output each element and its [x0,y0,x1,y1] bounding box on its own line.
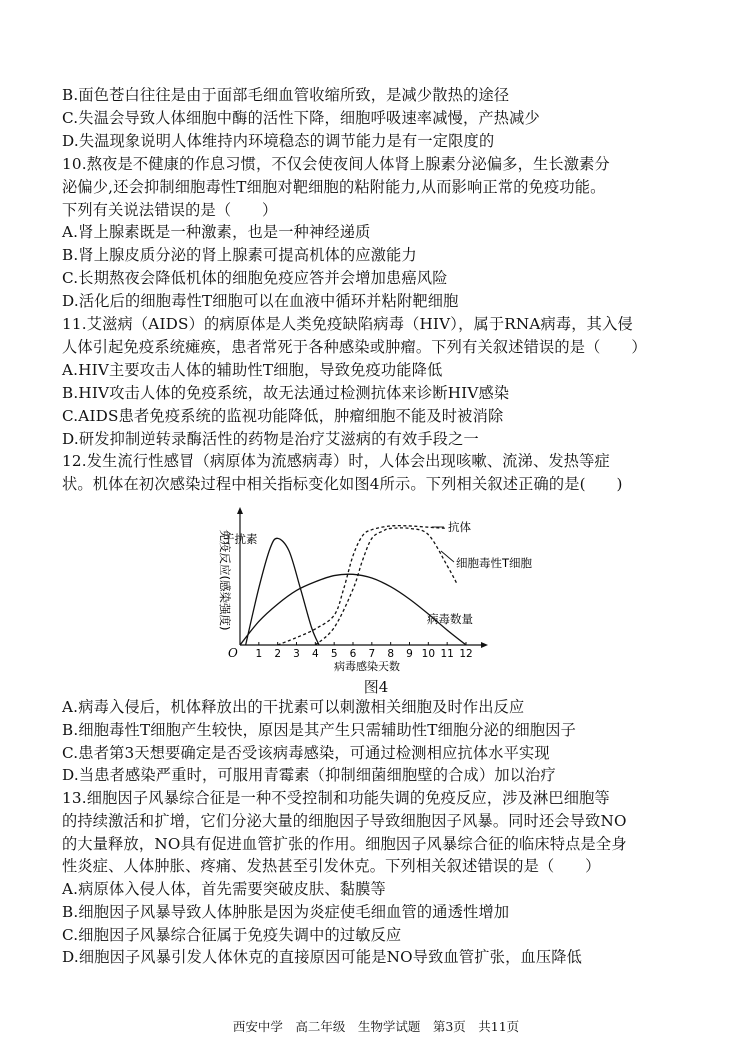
x-tick-label: 7 [368,648,376,660]
page-footer: 西安中学 高二年级 生物学试题 第3页 共11页 [232,1019,520,1034]
y-axis-arrow [237,507,243,514]
text-line: 状。机体在初次感染过程中相关指标变化如图4所示。下列相关叙述正确的是( ) [62,475,623,494]
text-line: A.肾上腺素既是一种激素，也是一种神经递质 [62,223,371,242]
text-line: D.研发抑制逆转录酶活性的药物是治疗艾滋病的有效手段之一 [62,429,479,448]
x-tick-label: 12 [459,648,473,660]
text-line: C.细胞因子风暴综合征属于免疫失调中的过敏反应 [62,925,402,944]
text-line: 性炎症、人体肿胀、疼痛、发热甚至引发休克。下列相关叙述错误的是（ ） [62,857,601,876]
x-tick-label: 11 [440,648,454,660]
text-line: C.失温会导致人体细胞中酶的活性下降，细胞呼吸速率减慢，产热减少 [62,108,540,127]
x-tick-label: 5 [330,648,338,660]
x-axis-label: 病毒感染天数 [334,660,400,673]
x-tick-label: 8 [387,648,395,660]
x-tick-label: 9 [406,648,413,660]
text-line: 10.熬夜是不健康的作息习惯，不仅会使夜间人体肾上腺素分泌偏多，生长激素分 [62,154,610,173]
x-tick-label: 4 [311,648,319,660]
text-line: 12.发生流行性感冒（病原体为流感病毒）时，人体会出现咳嗽、流涕、发热等症 [62,452,610,471]
text-line: 的大量释放，NO具有促进血管扩张的作用。细胞因子风暴综合征的临床特点是全身 [62,834,627,853]
text-line: B.面色苍白往往是由于面部毛细血管收缩所致，是减少散热的途径 [62,86,510,104]
origin-label: O [228,646,238,660]
series-label-leader [441,551,454,562]
text-line: D.活化后的细胞毒性T细胞可以在血液中循环并粘附靶细胞 [62,292,459,311]
text-line: B.细胞因子风暴导致人体肿胀是因为炎症使毛细血管的通透性增加 [62,902,510,921]
text-line: 的持续激活和扩增，它们分泌大量的细胞因子导致细胞因子风暴。同时还会导致NO [62,811,627,830]
text-line: 13.细胞因子风暴综合征是一种不受控制和功能失调的免疫反应，涉及淋巴细胞等 [62,789,610,807]
text-line: 下列有关说法错误的是（ ） [62,200,278,219]
text-line: B.细胞毒性T细胞产生较快，原因是其产生只需辅助性T细胞分泌的细胞因子 [62,720,577,739]
text-line: 泌偏少,还会抑制细胞毒性T细胞对靶细胞的粘附能力,从而影响正常的免疫功能。 [62,177,606,196]
series-label: 干扰素 [223,532,258,546]
text-line: A.病原体入侵人体，首先需要突破皮肤、黏膜等 [62,880,386,898]
text-line: C.患者第3天想要确定是否受该病毒感染，可通过检测相应抗体水平实现 [62,743,550,762]
series-label: 抗体 [448,520,471,534]
text-line: 11.艾滋病（AIDS）的病原体是人类免疫缺陷病毒（HIV），属于RNA病毒，其入侵 [62,315,633,333]
x-tick-label: 6 [349,648,357,660]
figure-4-chart [200,505,533,677]
x-tick-label: 2 [274,648,282,660]
x-axis-arrow [481,642,488,648]
series-label: 细胞毒性T细胞 [456,556,533,570]
series-line [240,574,466,645]
x-tick-label: 3 [293,648,300,660]
series-line [246,538,319,645]
figure-caption: 图4 [363,678,389,696]
y-axis-label: 免疫反应(感染强度) [218,529,232,631]
text-line: D.失温现象说明人体维持内环境稳态的调节能力是有一定限度的 [62,131,495,150]
series-line [278,526,448,645]
text-line: D.细胞因子风暴引发人体休克的直接原因可能是NO导致血管扩张，血压降低 [62,948,583,967]
x-tick-label: 1 [255,648,263,660]
text-line: B.肾上腺皮质分泌的肾上腺素可提高机体的应激能力 [62,246,417,265]
text-line: C.AIDS患者免疫系统的监视功能降低，肿瘤细胞不能及时被消除 [62,406,504,425]
text-line: A.HIV主要攻击人体的辅助性T细胞，导致免疫功能降低 [62,360,443,379]
text-line: D.当患者感染严重时，可服用青霉素（抑制细菌细胞壁的合成）加以治疗 [62,766,556,785]
x-tick-label: 10 [421,648,436,660]
series-label: 病毒数量 [427,612,473,626]
text-line: B.HIV攻击人体的免疫系统，故无法通过检测抗体来诊断HIV感染 [62,383,510,402]
text-line: C.长期熬夜会降低机体的细胞免疫应答并会增加患癌风险 [62,269,448,288]
text-line: A.病毒入侵后，机体释放出的干扰素可以刺激相关细胞及时作出反应 [62,698,525,716]
text-line: 人体引起免疫系统瘫痪，患者常死于各种感染或肿瘤。下列有关叙述错误的是（ ） [62,337,647,356]
series-line [315,528,456,645]
